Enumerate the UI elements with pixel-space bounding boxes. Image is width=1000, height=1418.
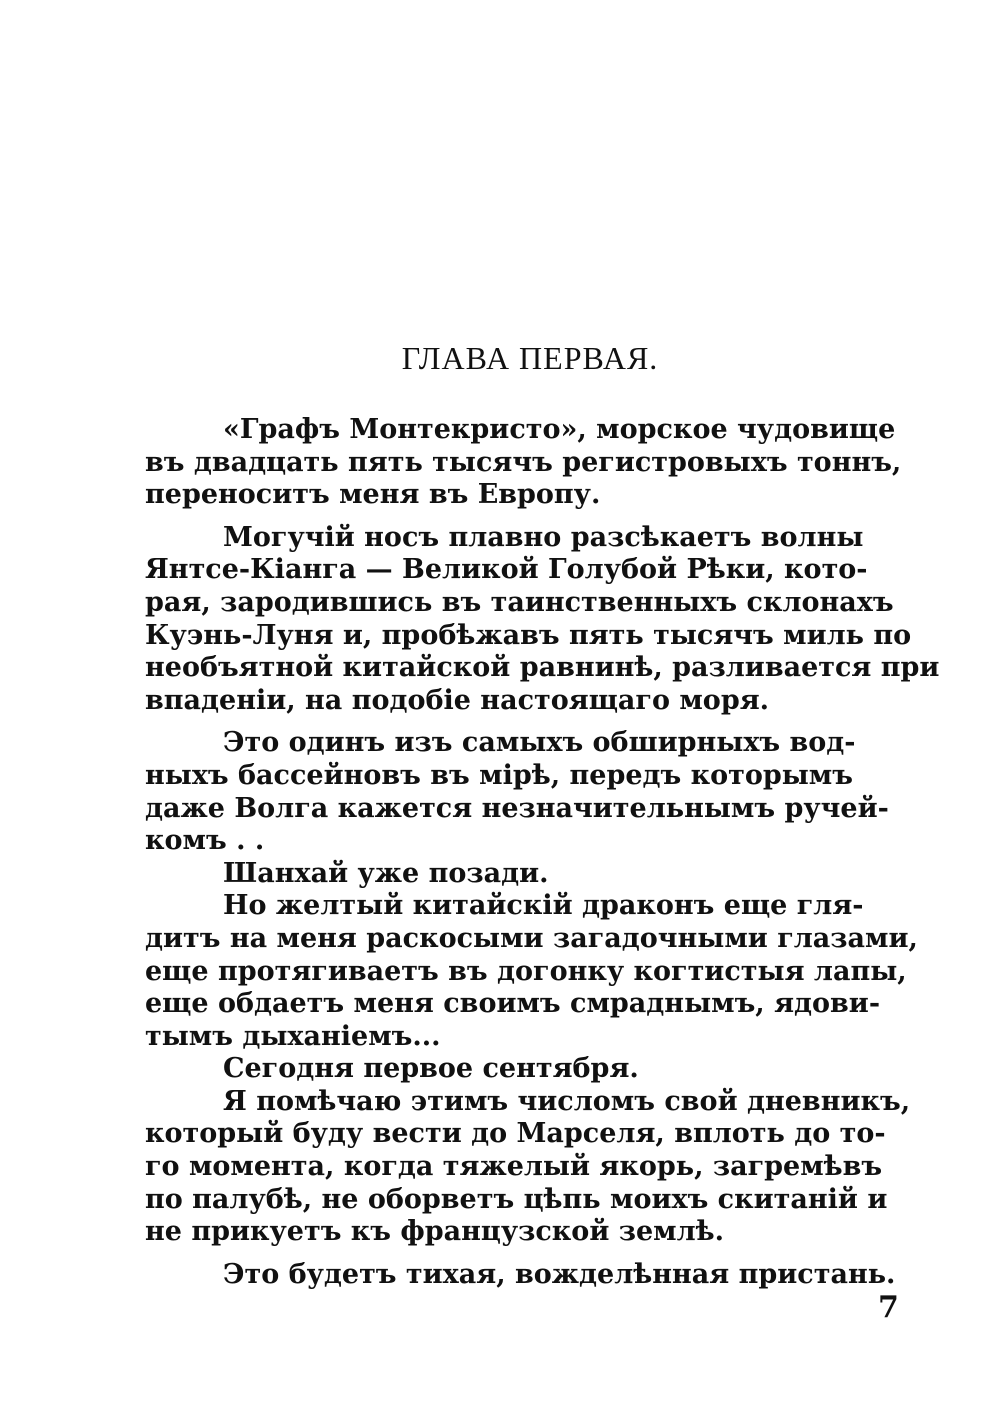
text-line: Куэнь-Луня и, пробѣжавъ пять тысячъ миль по bbox=[145, 619, 912, 651]
text-line: тымъ дыханіемъ... bbox=[145, 1020, 441, 1052]
text-line: «Графъ Монтекристо», морское чудовище bbox=[223, 414, 896, 445]
paragraph bbox=[145, 1086, 910, 1249]
text-line: въ двадцать пять тысячъ регистровыхъ тоннъ, bbox=[145, 446, 902, 478]
text-line: даже Волга кажется незначительнымъ ручей- bbox=[145, 792, 889, 824]
text-line: Сегодня первое сентября. bbox=[223, 1053, 639, 1085]
text-line: Я помѣчаю этимъ числомъ свой дневникъ, bbox=[223, 1085, 911, 1117]
chapter-body bbox=[145, 414, 940, 1291]
chapter-title: ГЛАВА ПЕРВАЯ. bbox=[401, 340, 659, 376]
text-line: рая, зародившись въ таинственныхъ склонахъ bbox=[145, 586, 894, 618]
text-line: необъятной китайской равнинѣ, разливается при bbox=[145, 652, 940, 684]
text-line: Это одинъ изъ самыхъ обширныхъ вод- bbox=[223, 727, 856, 759]
text-line: дитъ на меня раскосыми загадочными глазами, bbox=[145, 922, 918, 954]
paragraph bbox=[145, 1053, 910, 1086]
text-line: Янтсе-Кіанга — Великой Голубой Рѣки, кото- bbox=[145, 554, 868, 586]
text-line: комъ . . bbox=[145, 825, 265, 857]
paragraph bbox=[145, 858, 910, 891]
text-line: еще протягиваетъ въ догонку когтистыя лапы, bbox=[145, 955, 907, 987]
text-line: го момента, когда тяжелый якорь, загремѣвъ bbox=[145, 1151, 883, 1183]
paragraph bbox=[145, 1259, 910, 1292]
paragraph bbox=[145, 727, 910, 857]
text-line: еще обдаетъ меня своимъ смраднымъ, ядови- bbox=[145, 988, 881, 1020]
paragraph bbox=[145, 890, 918, 1053]
text-line: Это будетъ тихая, вожделѣнная пристань. bbox=[223, 1258, 896, 1290]
page-number: 7 bbox=[878, 1290, 899, 1325]
text-line: не прикуетъ къ французской землѣ. bbox=[145, 1216, 725, 1248]
text-line: Могучій носъ плавно разсѣкаетъ волны bbox=[223, 521, 864, 553]
text-line: впаденіи, на подобіе настоящаго моря. bbox=[145, 684, 770, 716]
paragraph bbox=[145, 414, 910, 512]
text-line: Но желтый китайскій драконъ еще гля- bbox=[223, 890, 864, 922]
text-line: переноситъ меня въ Европу. bbox=[145, 479, 601, 511]
paragraph bbox=[145, 521, 940, 718]
text-line: ныхъ бассейновъ въ мірѣ, передъ которымъ bbox=[145, 759, 853, 791]
text-line: по палубѣ, не оборветъ цѣпь моихъ скитаній и bbox=[145, 1183, 888, 1215]
text-line: который буду вести до Марселя, вплоть до то- bbox=[145, 1118, 886, 1150]
text-line: Шанхай уже позади. bbox=[223, 857, 549, 889]
